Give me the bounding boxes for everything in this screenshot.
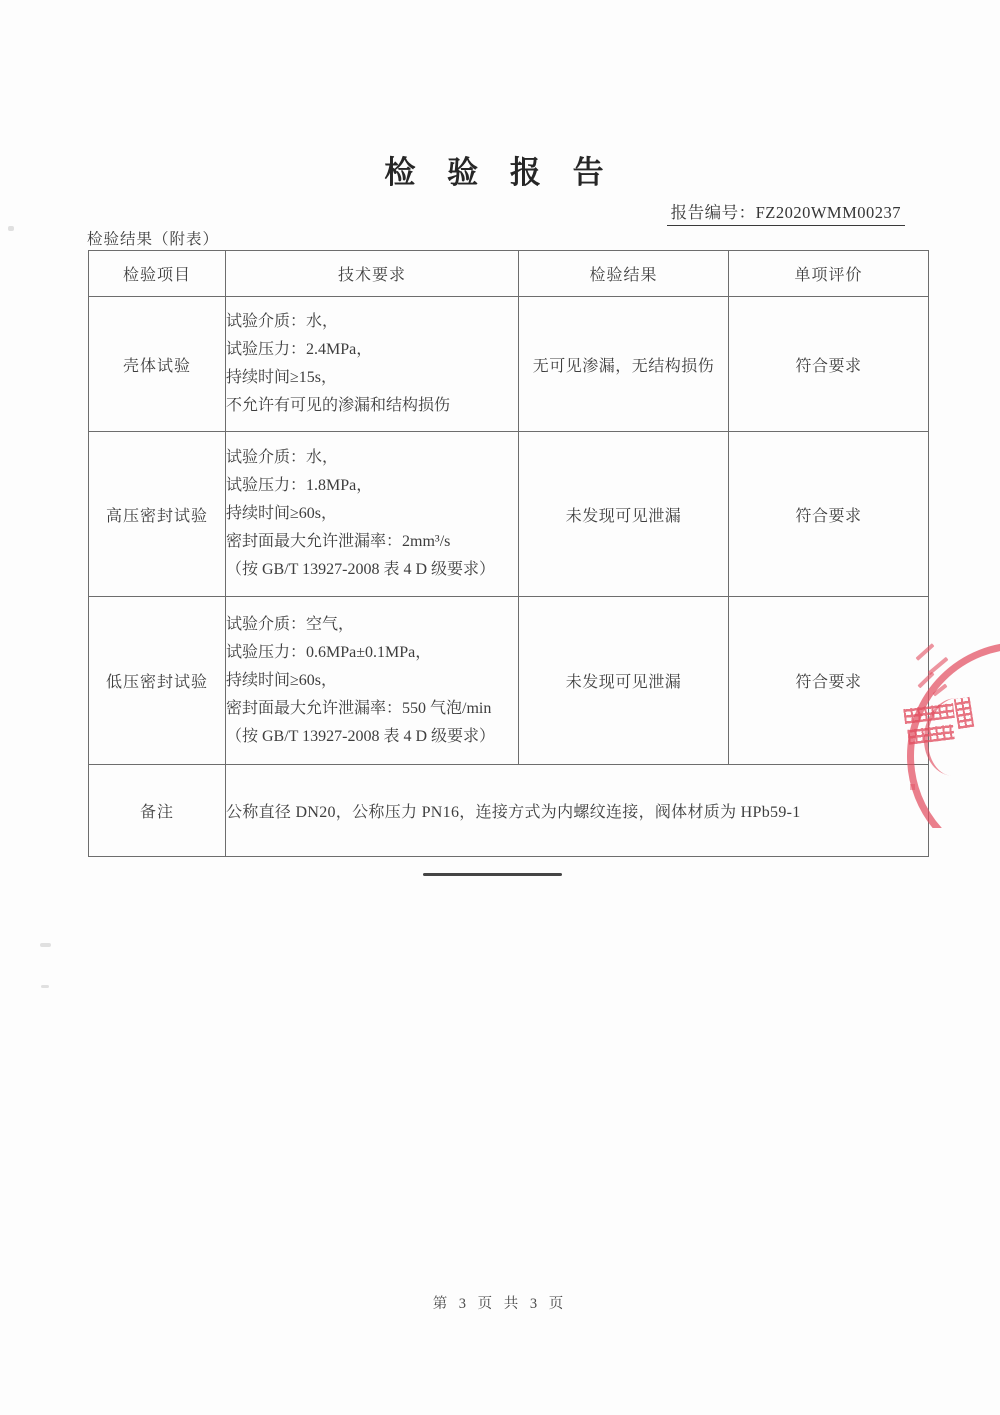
requirement-line: 试验压力：2.4MPa，	[226, 341, 373, 358]
end-of-table-rule	[423, 873, 562, 876]
requirement-line: 试验介质：水，	[226, 313, 339, 330]
requirement-line: （按 GB/T 13927-2008 表 4 D 级要求）	[226, 727, 496, 745]
stamp-stroke	[932, 683, 947, 696]
header-inspection-result: 检验结果	[519, 251, 729, 297]
header-technical-requirements: 技术要求	[226, 251, 519, 297]
requirement-line: 持续时间≥60s，	[226, 671, 338, 689]
requirements-cell	[226, 297, 519, 432]
requirement-line: 试验介质：水，	[226, 449, 339, 466]
requirement-line: 持续时间≥60s，	[226, 505, 338, 522]
result-cell: 未发现可见泄漏	[519, 597, 729, 765]
stamp-glyph-block	[954, 697, 974, 729]
header-item-evaluation: 单项评价	[729, 251, 929, 297]
requirement-line: 不允许有可见的渗漏和结构损伤	[226, 397, 451, 414]
requirement-line: （按 GB/T 13927-2008 表 4 D 级要求）	[226, 561, 496, 578]
inspection-results-table	[88, 250, 929, 857]
result-cell: 无可见渗漏，无结构损伤	[519, 297, 729, 432]
requirements-cell	[226, 597, 519, 765]
requirement-line: 持续时间≥15s，	[226, 369, 338, 386]
evaluation-cell: 符合要求	[729, 432, 929, 597]
requirement-line: 试验压力：0.6MPa±0.1MPa，	[226, 643, 432, 661]
report-number-label: 报告编号：	[670, 203, 756, 222]
scan-artifact	[41, 985, 49, 988]
page-number-footer: 第 3 页 共 3 页	[432, 1296, 568, 1312]
table-header-row	[89, 251, 929, 297]
header-inspection-item: 检验项目	[89, 251, 226, 297]
stamp-stroke	[928, 657, 949, 675]
requirements-cell	[226, 432, 519, 597]
requirement-line: 试验压力：1.8MPa，	[226, 477, 373, 494]
table-row	[89, 432, 929, 597]
test-item-cell: 高压密封试验	[89, 432, 226, 597]
report-number	[667, 199, 905, 226]
evaluation-cell: 符合要求	[729, 297, 929, 432]
report-number-value: FZ2020WMM00237	[755, 203, 901, 222]
results-table-caption: 检验结果（附表）	[87, 231, 220, 248]
stamp-parenthesis-mark	[920, 695, 990, 779]
remark-row	[89, 765, 929, 857]
scan-artifact	[40, 943, 51, 947]
requirement-line: 密封面最大允许泄漏率：550 气泡/min	[226, 699, 492, 717]
page-title: 检 验 报 告	[384, 155, 616, 190]
result-cell: 未发现可见泄漏	[519, 432, 729, 597]
test-item-cell: 低压密封试验	[89, 597, 226, 765]
requirement-line: 密封面最大允许泄漏率：2mm³/s	[226, 533, 451, 550]
evaluation-cell: 符合要求	[729, 597, 929, 765]
scan-artifact	[8, 226, 14, 231]
remark-label-cell: 备注	[89, 765, 226, 857]
table-row	[89, 297, 929, 432]
remark-text-cell: 公称直径 DN20，公称压力 PN16，连接方式为内螺纹连接，阀体材质为 HPb59-1	[226, 765, 929, 857]
test-item-cell: 壳体试验	[89, 297, 226, 432]
table-row	[89, 597, 929, 765]
requirement-line: 试验介质：空气，	[226, 615, 355, 633]
